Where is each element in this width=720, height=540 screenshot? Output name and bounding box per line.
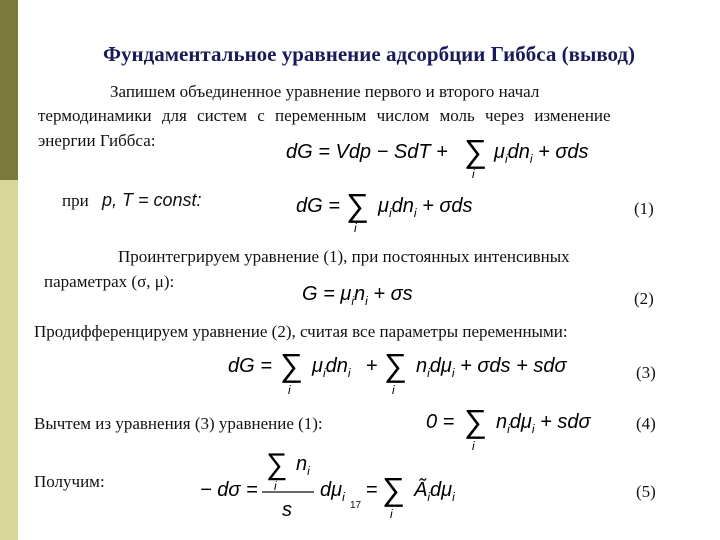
differentiate-line: Продифференцируем уравнение (2), считая все параметры переменными: — [34, 322, 568, 341]
equation-3 — [224, 342, 584, 398]
sum-symbol-b: ∑ — [384, 347, 407, 383]
eq5-frac-num: $n_i$ — [296, 453, 310, 478]
condition-label: при — [62, 191, 89, 210]
eq5-equals: = — [366, 479, 378, 501]
eq2-body: $G = \mu_in_i + \sigma s$ — [302, 283, 413, 308]
eq5-sum-index-rhs: i — [390, 507, 393, 521]
equation-4-number: (4) — [636, 414, 656, 433]
eq4-term: $n_id\mu_i + sd\sigma$ — [496, 411, 591, 436]
equation-combined-law — [280, 130, 620, 182]
condition-expression: p, T = const: — [102, 190, 202, 210]
intro-line-1: Запишем объединенное уравнение первого и второго начал — [110, 82, 540, 101]
eq5-term-rhs: $Ã_id\mu_i$ — [414, 479, 455, 504]
eq5-lhs: − dσ = — [200, 479, 258, 501]
eq1-sum-index: i — [354, 221, 357, 235]
equation-2 — [298, 274, 458, 310]
equation-5-number: (5) — [636, 482, 656, 501]
sidebar-stripe-dark — [0, 0, 18, 180]
sidebar-stripe-light — [0, 180, 18, 540]
sum-symbol: ∑ — [464, 133, 487, 169]
sum-symbol-numerator: ∑ — [266, 448, 288, 481]
equation-1 — [290, 182, 510, 238]
slide-number: 17 — [350, 500, 362, 511]
sum-symbol: ∑ — [346, 187, 369, 223]
eq3-sum-index-b: i — [392, 383, 395, 397]
equation-2-number: (2) — [634, 289, 654, 308]
eq3-term-2: $n_id\mu_i + \sigma ds + sd\sigma$ — [416, 355, 567, 380]
eq5-sum-index-num: i — [274, 479, 277, 493]
equation-3-number: (3) — [636, 363, 656, 382]
eq5-term-b: $d\mu_i$ — [320, 479, 345, 504]
intro-line-3: энергии Гиббса: — [38, 131, 156, 150]
equation-5 — [196, 440, 486, 536]
eq3-plus: + — [366, 355, 378, 377]
integrate-line-1: Проинтегрируем уравнение (1), при постоянных интенсивных — [118, 247, 570, 266]
intro-line-2: термодинамики для систем с переменным числом моль через изменение — [38, 106, 611, 125]
eq4-lhs: 0 = — [426, 411, 455, 433]
integrate-line-2: параметрах (σ, μ): — [44, 272, 175, 291]
eq0-term: $\mu_idn_i + \sigma ds$ — [494, 141, 589, 166]
eq1-lhs: dG = — [296, 195, 340, 217]
eq0-sum-index: i — [472, 167, 475, 181]
obtain-line: Получим: — [34, 472, 105, 491]
eq3-term-1: $\mu_idn_i$ — [312, 355, 351, 380]
eq5-frac-den: s — [282, 499, 292, 521]
slide-title: Фундаментальное уравнение адсорбции Гиббса (вывод) — [102, 42, 636, 66]
sidebar-stripe — [0, 0, 18, 540]
sum-symbol: ∑ — [464, 403, 487, 439]
sum-symbol-rhs: ∑ — [382, 471, 405, 507]
eq0-lhs: dG = Vdp − SdT + — [286, 141, 448, 163]
eq4-sum-index: i — [472, 439, 475, 453]
eq1-term: $\mu_idn_i + \sigma ds$ — [378, 195, 473, 220]
sum-symbol-a: ∑ — [280, 347, 303, 383]
equation-1-number: (1) — [634, 199, 654, 218]
subtract-line: Вычтем из уравнения (3) уравнение (1): — [34, 414, 323, 433]
eq3-lhs: dG = — [228, 355, 272, 377]
eq3-sum-index-a: i — [288, 383, 291, 397]
